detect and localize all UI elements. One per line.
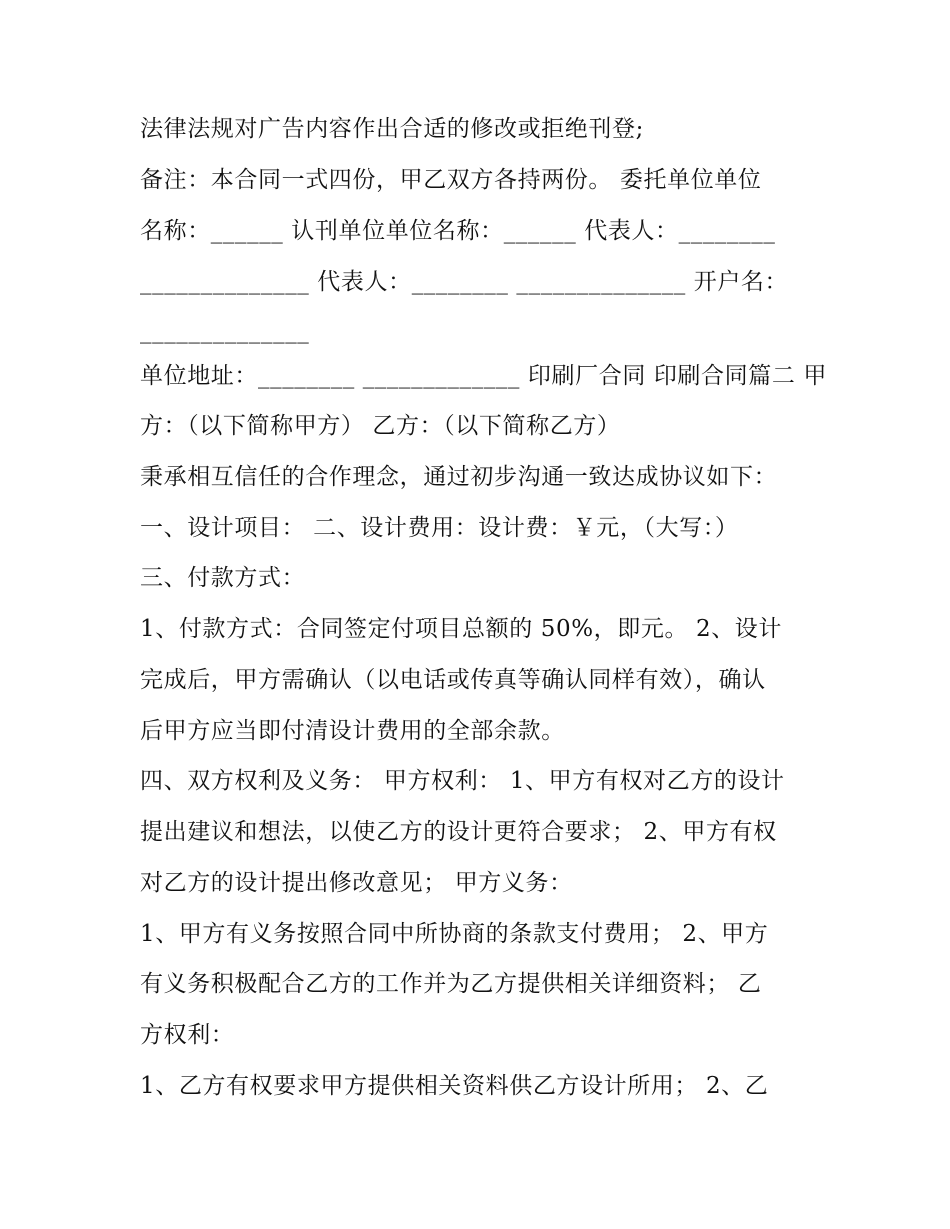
text-line: 提出建议和想法，以使乙方的设计更符合要求； 2、甲方有权 [140,819,777,845]
text-line: 后甲方应当即付清设计费用的全部余款。 [140,718,565,744]
text-line: 1、甲方有义务按照合同中所协商的条款支付费用； 2、甲方 [140,921,769,947]
text-line: 1、乙方有权要求甲方提供相关资料供乙方设计所用； 2、乙 [140,1073,769,1099]
text-line: 一、设计项目： 二、设计费用：设计费：￥元，（大写：） [140,515,739,541]
text-line: 法律法规对广告内容作出合适的修改或拒绝刊登; [140,116,644,142]
text-line: ______________ 代表人：________ ______________ 开户名： [140,269,789,295]
text-line: 三、付款方式： [140,565,306,591]
text-line: 对乙方的设计提出修改意见； 甲方义务： [140,870,573,896]
text-line: 方：（以下简称甲方） 乙方：（以下简称乙方） [140,413,621,439]
text-line: 1、付款方式：合同签定付项目总额的 50%，即元。 2、设计 [140,616,783,642]
text-line: 四、双方权利及义务： 甲方权利： 1、甲方有权对乙方的设计 [140,768,785,794]
text-line: 秉承相互信任的合作理念，通过初步沟通一致达成协议如下： [140,464,778,490]
text-line: 名称：______ 认刊单位单位名称：______ 代表人：________ [140,218,776,244]
text-line: 方权利： [140,1022,235,1048]
text-line: 完成后，甲方需确认（以电话或传真等确认同样有效），确认 [140,667,766,693]
text-line: 备注：本合同一式四份，甲乙双方各持两份。 委托单位单位 [140,167,762,193]
text-line: 有义务积极配合乙方的工作并为乙方提供相关详细资料； 乙 [140,971,762,997]
text-line: 单位地址：________ _____________ 印刷厂合同 印刷合同篇二 甲 [140,363,827,389]
text-line: ______________ [140,318,310,344]
